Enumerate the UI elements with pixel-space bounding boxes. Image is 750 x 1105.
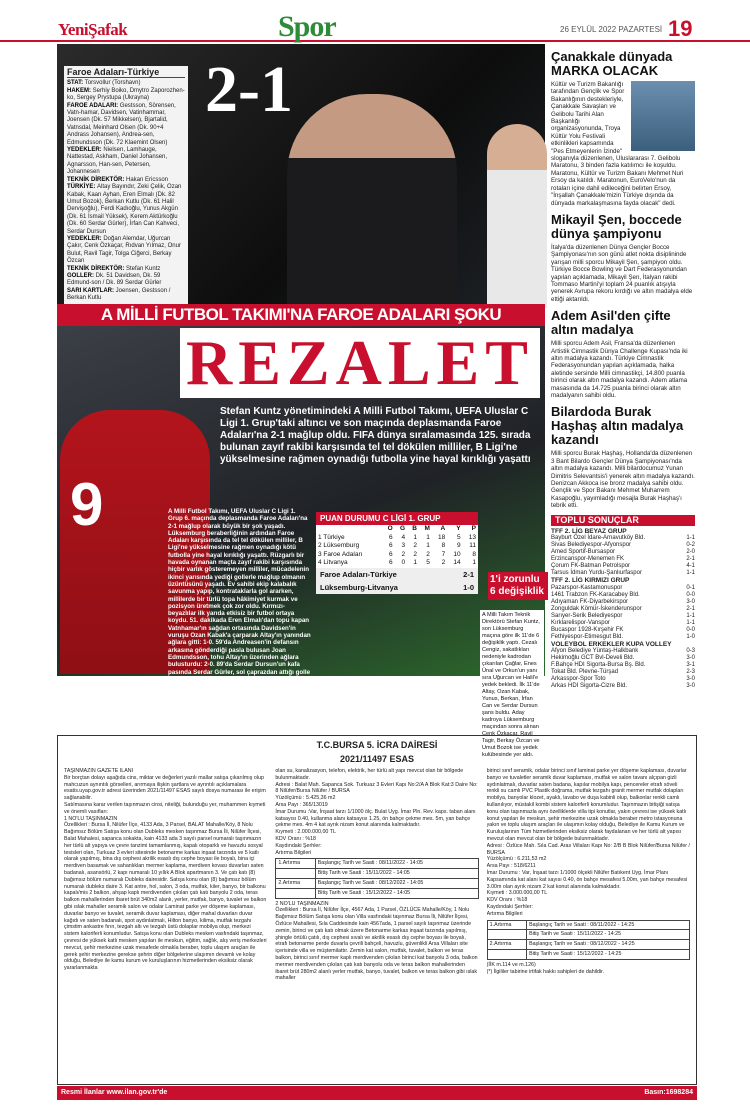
result-row — [551, 648, 695, 655]
results-group-name: TFF 2. LİG BEYAZ GRUP — [551, 528, 627, 536]
notice-col3-text: birinci sınıf seramik, odalar birinci sınıf laminat parke yer döşeme kaplaması, duvarlar banyo ve tuvaletler seramik duvar kaplaması, mutfak ve salon tavanı alçıpan gizli aydınlatmalı, duvarlar saten badana, kapılar mobilya kapı, pencereler etrafı söveli renkli su camlı PVC Plastik doğrama, mutfak tezgahı granit mermer mutfak dolapları mobilya, banyolar klozet, ayaklı, lavabo ve duşa kabinli olup, balkonlar renkli camlı kullanılıyor, müstakil kombi sistem kaloriferli konumludur. Taşınmazın bitişiği satışa konu olan taşınmazla aynı özelliklerde villa tipi konutlar, yakın çevresi ise yüksek katlı konut yapıları ile meskun, şehir merkezine uzak olmakla beraber metro istasyonuna yakın ve toplu ulaşım araçları ile ulaşımın kolay olduğu, Belediye ile Kamu Kurum ve Kuruluşlarının Tüm hizmetlerinden eksiksiz olarak faydalanan ve her türlü alt yapısı mevcut olan mevcut olan bir bölgede bulunmaktadır. Adresi : Özlüce Mah. Sıla Cad. Aras Villaları Kapı No: 2/B B Blok Nilüfer/Bursa Nilüfer / BURSA Yüzölçümü : 6.211,53 m2 Arsa Payı : 518/6211 İmar Durumu : Var, İnşaat tarzı 1/1000 ölçekli Nilüfer Batıkent Uyg. İmar Planı Kapsamında kat alanı kat sayısı 0.40, ön bahçe mesafesi 5.00m, yan bahçe mesafesi 3.00m olan ayrık nizam 2 kat konut alanında kalmaktadır. Kıymeti : 3.000.000,00 TL KDV Oranı : %18 Kaydındaki Şerhler: Artırma Bilgileri — [486, 768, 690, 917]
auction-row — [487, 940, 689, 950]
result-match: Amed Sportif-Bursaspor — [551, 549, 616, 556]
match-info-key: TEKNİK DİREKTÖR: — [67, 265, 126, 272]
match-result-score: 1-0 — [463, 582, 474, 592]
result-score: 0-3 — [686, 648, 695, 655]
standings-row — [316, 542, 478, 551]
notice-col-2 — [275, 768, 478, 1080]
standings-cell: 1 — [413, 559, 417, 566]
standings-title: PUAN DURUMU — [320, 514, 381, 523]
notice-file: 2021/11497 ESAS — [339, 754, 415, 764]
standings-cell: 4 Litvanya — [318, 559, 348, 566]
standings-cell: 1 Türkiye — [318, 533, 345, 541]
standings-cell: 10 — [453, 550, 461, 558]
result-match: Erzincanspor-Menemen FK — [551, 556, 625, 563]
match-info-lines — [67, 80, 185, 302]
standings-cell: 2 — [401, 550, 406, 558]
auction-row — [487, 949, 689, 959]
auction-cell: 1.Artırma — [487, 920, 526, 930]
match-info-line — [67, 184, 185, 236]
auction-cell: Bitiş Tarih ve Saati : 15/11/2022 - 14:05 — [315, 869, 478, 879]
coach-figure — [287, 94, 457, 308]
section-title: Spor — [278, 10, 336, 43]
notice-col-3 — [487, 768, 690, 1080]
result-row — [551, 683, 695, 690]
standings-cell: 1 — [472, 559, 476, 566]
story1-text: Kültür ve Turizm Bakanlığı tarafından Gençlik ve Spor Bakanlığının destekleriyle, Çanakkale Savaşları ve Gelibolu Tarihi Alan Başkanlığı organizasyonunda, Troya Kültür Yolu Festivali etkinlikleri kapsamında "Pes Etmeyenlerin İzinde" sloganıyla düzenlenen, Uluslararası 7. Gelibolu Maratonu, 3 binden fazla katılımcı ile koşuldu. Maratonu, Kültür ve Turizm Bakanı Mehmet Nuri Ersoy da katıldı. Maratonun, EuroVelo'nun da rotaları içine dahil edileceğini belirten Ersoy, "İnşallah Çanakkale'mizin Türkiye dışında da dünyada markalaşmasına fayda olacak" dedi. — [551, 81, 684, 207]
result-match: 1461 Trabzon FK-Karacabey Bld. — [551, 591, 640, 598]
headline-subtitle: Stefan Kuntz yönetimindeki A Milli Futbol Takımı, UEFA Uluslar C Ligi 1. Grup'taki altıncı ve son maçında deplasmanda Faroe Adaları'na 2-1 mağlup oldu. FIFA dünya sıralamasında 125. sırada bulunan zayıf rakibi karşısında tel tel dökülen milliler, B Ligi'ne yükselmesine rağmen oynadığı futbolla yine hayal kırıklığı yaşattı — [220, 406, 531, 465]
result-match: Bucaspor 1928-Kırşehir FK — [551, 626, 624, 633]
result-row — [551, 599, 695, 606]
standings-header — [316, 512, 478, 525]
match-info-key: SARI KARTLAR: — [67, 287, 116, 294]
standings-cell: 2 — [441, 559, 446, 566]
result-row — [551, 585, 695, 592]
auction-row — [276, 878, 478, 888]
result-score: 3-0 — [686, 655, 695, 662]
result-match: Kırklarelispor-Vanspor — [551, 619, 610, 626]
result-score: 0-0 — [686, 626, 695, 633]
auction-cell: Başlangıç Tarih ve Saati : 08/12/2022 - 14:25 — [527, 940, 690, 950]
standings-cell: 2 Lüksemburg — [318, 542, 360, 549]
marathon-photo — [631, 81, 695, 151]
match-result-teams: Lüksemburg-Litvanya — [320, 582, 398, 592]
result-match: Sivas Belediyespor-Afyonspor — [551, 542, 632, 549]
standings-cell: 1 — [426, 533, 430, 541]
result-row — [551, 620, 695, 627]
auction-cell: Bitiş Tarih ve Saati : 15/11/2022 - 14:25 — [527, 930, 690, 940]
result-row — [551, 542, 695, 549]
match-result-teams: Faroe Adaları-Türkiye — [320, 569, 397, 579]
result-score: 1-0 — [686, 633, 695, 640]
auction-cell: Başlangıç Tarih ve Saati : 08/12/2022 - 14:05 — [315, 878, 478, 888]
standings-cell: 11 — [469, 542, 476, 549]
auction-table-2 — [487, 920, 690, 960]
story-text: A Milli Futbol Takımı, UEFA Uluslar C Ligi 1. Grup 6. maçında deplasmanda Faroe Adaları'na 2-1 mağlup olarak büyük bir şok yaşadı. Lüksemburg beraberliğinin ardından Faroe Adaları karşısında da tel tel dökülen milliler, B Ligi'ne yükselmesine rağmen oynadığı kötü futbolla yine hayal kırıklığı yaşattı. Rüzgarlı bir havada oynanan maçta zayıf rakibi karşısında hiçbir varlık gösteremeyen milliler, mücadelenin ikinci yarısında yediği gollerle mağlup olmanın üzüntüsünü yaşadı. Ev sahibi ekip kalabalık savunma yapıp, kontrataklarla gol ararken, millilerde bir türlü topa hâkimiyet kurmak ve pozisyon üretmek çok zor oldu. Kırmızı-beyazlılar ilk yarıda etkisiz bir futbol ortaya koydu. 51. dakikada Eren Elmalı'dan topu kapan Vatnhamar'ın sağdan ortasında Davidsen'in vuruşu Ozan Kabak'a çarparak Altay'ın yanından ağlara gitti: 1-0. 59'da Andreasen'in defansın arkasına gönderdiği pasla bulusan Joan Edmundsson, tohu Altay'ın üzerinden ağlara bulusturdu: 2-0. 89'da Serdar Dursun'un kafa pasında Serdar Gürler, sol çaprazdan attığı golle skoru 2-1e getirdi. — [168, 508, 311, 683]
auction-row — [487, 920, 689, 930]
result-score: 1-1 — [686, 619, 695, 626]
standings-cell: 0 — [401, 559, 406, 566]
standings-table — [316, 512, 478, 594]
match-info-key: TÜRKİYE: — [67, 184, 97, 191]
standings-cell: 3 Faroe Adaları — [318, 550, 363, 558]
changes-title: 1'i zorunlu 6 değişiklik — [488, 572, 548, 600]
kicker-headline: A MİLLİ FUTBOL TAKIMI'NA FAROE ADALARI ŞOKU — [57, 304, 545, 326]
match-info-value: Gestsson, Sörensen, Vatn-hamar, Davidsen, Vatinhammar, Joensen (Dk. 57 Mikkelsen), Bjartalid, Vatnsdal, Meinhard Olsen (Dk. 90+4 Andrass Johansen), Andrea-sen, Edmundsson (Dk. 72 Klaemint Olsen) — [67, 102, 176, 146]
match-info-line — [67, 273, 185, 288]
auction-cell — [487, 949, 526, 959]
results-header: TOPLU SONUÇLAR — [551, 515, 695, 526]
result-row — [551, 634, 695, 641]
standings-row — [316, 559, 478, 568]
player-figure — [487, 124, 547, 308]
result-score: 0-1 — [686, 584, 695, 591]
notice-col-1 — [64, 768, 267, 1080]
result-score: 3-0 — [686, 683, 695, 690]
results-groups — [551, 528, 695, 690]
big-headline: REZALET — [180, 328, 540, 398]
match-info-key: GOLLER: — [67, 272, 96, 279]
match-info-line — [67, 266, 185, 273]
auction-cell: Başlangıç Tarih ve Saati : 08/11/2022 - 14:05 — [315, 859, 478, 869]
story3-text: Milli sporcu Adem Asil, Fransa'da düzenlenen Artistik Cimnastik Dünya Challenge Kupası'nda iki altın madalya kazandı. Türkiye Cimnastik Federasyonundan yapılan açıklamada, halka aletinde sersinde Milli cimnastikçi, 14.800 puanla birinci olarak altın madalya kazandı. Adem atlama masasında da 14.725 puanla birinci olarak altın madalyanın sahibi oldu. — [551, 340, 688, 399]
result-row — [551, 535, 695, 542]
standings-col-header: P — [471, 525, 476, 532]
standings-cell: 2 — [426, 550, 430, 558]
auction-cell: Başlangıç Tarih ve Saati : 08/11/2022 - 14:25 — [527, 920, 690, 930]
standings-col-header: M — [424, 525, 430, 532]
date-line: 26 EYLÜL 2022 PAZARTESİ — [560, 25, 663, 34]
result-row — [551, 592, 695, 599]
result-score: 3-0 — [686, 676, 695, 683]
standings-row — [316, 534, 478, 543]
result-row — [551, 662, 695, 669]
standings-cell: 1 — [426, 542, 430, 549]
match-result — [316, 581, 478, 594]
standings-col-header: A — [440, 525, 446, 532]
result-match: Fethiyespor-Etimesgut Bld. — [551, 633, 624, 640]
match-info-value: Nielsen, Lamhauge, Nattestad, Askham, Daniel Johansen, Agnarsson, Han-sen, Petersen, Johannesen — [67, 147, 168, 176]
results-group-name: TFF 2. LİG KIRMIZI GRUP — [551, 577, 630, 585]
auction-cell: Bitiş Tarih ve Saati : 15/12/2022 - 14:05 — [315, 888, 478, 898]
match-info-line — [67, 236, 185, 266]
auction-cell — [276, 888, 315, 898]
match-info-title: Faroe Adaları-Türkiye — [67, 69, 185, 78]
result-score: 1-1 — [686, 612, 695, 619]
standings-col-header: G — [400, 525, 406, 532]
standings-cell: 6 — [389, 533, 393, 541]
match-info-key: FAROE ADALARI: — [67, 102, 120, 109]
jersey-number: 9 — [70, 471, 104, 538]
auction-row — [276, 888, 478, 898]
footer-right: Basın:1698284 — [644, 1089, 693, 1096]
story4-text: Milli sporcu Burak Haşhaş, Hollanda'da düzenlenen 3 Bant Bilardo Gençler Dünya Şampiyonası'nda altın madalya kazandı. Milli bilardocumuz Yunan Dimitris Selevantsis'i yenerek altın madalya kazandı. Denizcan Akkoca ise bronz madalya sahibi oldu. Gençlik ve Spor Bakanı Mehmet Muharrem Kasapoğlu, yayımladığı mesajla Burak Haşhaş'ı tebrik etti. — [551, 450, 695, 510]
standings-cell: 3 — [401, 542, 406, 549]
auction-table-1 — [275, 858, 478, 898]
match-info-line — [67, 177, 185, 184]
result-match: Arkas HDI Sigorta-Cizre Bld. — [551, 683, 628, 690]
story1-title: Çanakkale dünyada MARKA OLACAK — [551, 49, 673, 78]
standings-col-header: B — [412, 525, 417, 532]
match-info-value: Stefan Kuntz — [126, 265, 161, 272]
result-match: Arkasspor-Spor Toto — [551, 676, 606, 683]
auction-cell: Bitiş Tarih ve Saati : 15/12/2022 - 14:25 — [527, 949, 690, 959]
standings-cell: 4 — [401, 533, 406, 541]
notice-col3b-text: (İİK m.114 ve m.126) (*) İlgililer tabirine irtifak hakkı sahipleri de dahildir. — [486, 961, 605, 975]
result-row — [551, 655, 695, 662]
result-row — [551, 556, 695, 563]
story3-title: Adem Asil'den çifte altın madalya — [551, 308, 671, 338]
standings-row — [316, 551, 478, 560]
result-score: 1-1 — [686, 535, 695, 542]
result-score: 2-0 — [686, 549, 695, 556]
score-overlay: 2-1 — [205, 53, 293, 126]
standings-cell: 9 — [456, 542, 461, 549]
standings-cell: 5 — [456, 533, 461, 541]
result-match: Tokat Bld. Plevne-Türşad — [551, 669, 619, 676]
match-info-key: STAT: — [67, 80, 85, 87]
changes-text: A Milli Takım Teknik Direktörü Stefan Kuntz, son Lüksemburg maçına göre ilk 11'de 6 değişiklik yaptı. Cezalı Cengiz, sakatlıkları nedeniyle kadrodan çıkarılan Çağlar, Enes Ünal ve Orkun'un yanı sıra Uğurcan ve Halil'e yedek bekledi. İlk 11'de Altay, Ozan Kabak, Yunus, Berkan, İrfan Can ve Serdar Dursun şans buldu. Aday kadroya Lüksemburg maçından sonra alınan Cenk Özkaçar, Ravil Tagir, Berkay Özcan ve Umut Bozok ise yedek kulübesinde yer aldı. — [480, 610, 544, 761]
auction-row — [276, 869, 478, 879]
result-match: Çorum FK-Batman Petrolspor — [551, 563, 631, 570]
auction-cell — [487, 930, 526, 940]
match-info-value: Dk. 51 Davidsen, Dk. 59 Edmund-son / Dk. 89 Serdar Gürler — [67, 272, 162, 287]
result-match: Hekimoğlu GCT Bvl-Develi Bld. — [551, 655, 635, 662]
standings-cell: 7 — [441, 550, 446, 558]
standings-cell: 1 — [413, 533, 417, 541]
match-info-value: Torsvollur (Torshavn) — [84, 80, 141, 87]
result-match: Pazarspor-Kastamonuspor — [551, 584, 623, 591]
result-row — [551, 669, 695, 676]
standings-cell: 2 — [413, 550, 417, 558]
match-info-box — [64, 66, 188, 304]
result-row — [551, 549, 695, 556]
result-score: 0-0 — [686, 591, 695, 598]
match-info-line — [67, 80, 185, 87]
result-score: 0-2 — [686, 542, 695, 549]
result-match: F.Bahçe HDI Sigorta-Bursa Bş. Bld. — [551, 662, 646, 669]
standings-cell: 6 — [389, 542, 393, 549]
standings-cell: 13 — [468, 533, 476, 541]
auction-cell: 2.Artırma — [276, 878, 315, 888]
result-score: 4-1 — [686, 563, 695, 570]
standings-col-header — [316, 525, 382, 534]
result-score: 2-1 — [686, 556, 695, 563]
result-score: 2-3 — [686, 669, 695, 676]
brand-logo: YeniŞafak — [58, 20, 128, 39]
match-info-key: TEKNİK DİREKTÖR: — [67, 176, 126, 183]
standings-cell: 6 — [389, 559, 393, 566]
result-score: 3-0 — [686, 598, 695, 605]
standings-cell: 6 — [389, 550, 393, 558]
story2-text: İtalya'da düzenlenen Dünya Gençler Bocce Şampiyonası'nın son günü atlet nokta disiplininde yarışan milli sporcu Mikayil Şen, şampiyon oldu. Türkiye Bocce Bowling ve Dart Federasyonundan yapılan açıklamada, Mikayil Şen, İtalyan rakibi Tommaso Martini'yi toplam 24 puanlık atışıyla yenerek Avrupa rekoru kırdığı ve altın madalya elde ettiği aktarıldı. — [551, 243, 693, 303]
match-info-key: HAKEM: — [67, 87, 93, 94]
standings-col-header: Y — [456, 525, 461, 532]
match-info-line — [67, 288, 185, 303]
result-row — [551, 676, 695, 683]
result-row — [551, 627, 695, 634]
story4-title: Bilardoda Burak Haşhaş altın madalya kazandı — [551, 404, 684, 448]
match-info-value: Doğan Alemdar, Uğurcan Çakır, Cenk Özkaçar, Rıdvan Yılmaz, Onur Bulut, Ravil Tagir, Tolga Ciğerci, Berkay Özcan — [67, 235, 181, 265]
standings-cell: 5 — [426, 559, 430, 566]
notice-col1-text: TAŞINMAZIN GAZETE İLANI Bir borçtan dolayı aşağıda cins, miktar ve değerleri yazılı mallar satışa çıkarılmış olup mahcuzun aynıntılı görselleri, arırmaya ilişkin şartlara ve ayrıntılı açıklamalara esatis.uyap.gov.tr adresi üzerinden 2021/11497 ESAS sayılı dosya numarası ile erişim sağlanabilir. Satılmasına karar verilen taşınmazın cinsi, niteliği, bulunduğu yer, muhammen kıymeti ve önemli vasıfları: 1 NO'LU TAŞINMAZIN Özellikleri : Bursa İl, Nilüfer İlçe, 4133 Ada, 3 Parsel, BALAT Mahalle/Köy, 8 Nolu Bağımsız Bölüm Satışa konu olan Dubleks mesken taşınmaz Bursa İli, Nilüfer İlçesi, Balat Mahalesi, sapanca sokakta, kain 4133 ada 3 sayılı parsel numaralı taşınmazın her türlü alt yapıya ve çevre tanzimi tamamlanmış, kapalı otoparklı ve havuzlu sosyal tesisleri olan, Turkuaz 3 evleri sitesinde betonarme karkas inşaat tarzında ve 5 katlı olarak yapılmış, bina dış cephesi akrilik esaslı dış cephe boyası ile boyalı, bina içi merdiven basamak ve sahanlıkları mermer kaplama, merdiven kovası duvarları saten badanalı, asansörlü, 2 kapı numaralı 10 yıllık A Blok apartmanın 3. Ve çatı katı (8) bağımsız bölüm numaralı Dubleks dairesidir. Satışa konu olan (8) bağımsız bölüm numaralı dubleks daire 3. Kat antre, hol, salon, 3 oda, mutfak, kiler, banyo, bir balkonu kapalı/mis 2 balkon, ahşap kaplı merdivenden çıkılan çatı katı banyolu 2 oda, teras balkon mahallerinden ibaret brüt 340m2 alanlı, yerler, mutfak, banyo, tuvalet ve balkon gibi ıslak mahaller seramik salon ve odalar Laminat parke yer döşeme kaplaması, duvarlar banyo ve tuvalet, seramik duvar kaplaması, diğer mahal duvarları duvar kağıdı ve saten badanalı, spot aydınlatmalı, Hilton banyo, kilima, mutfak tezgahı çimstim ankastre fırın, tezgah altı ve tezgah üstü dolaplar mobilya olup, merkezi sistem kaloriferli konumludur. Satışa konu olan Dubleks mesken vasfındaki taşınmaz, çevresi de yüksek katlı mesken yapıları ile meskun, eğitim, sağlık, alış veriş merkezleri mevcut, şehir merkezine uzak mesafede olmakla beraber, toplu ulaşım araçları ile gerek şehir merkezine gerekse şehrin diğer bölgelerine ulaşımın devamlı ve kolay olduğu, Belediye ile kamu kurum ve kuruluşlarının hizmetlerinden eksiksiz olarak yararlanmakta — [64, 768, 267, 972]
standings-cell: 14 — [453, 559, 461, 566]
results-group-name: VOLEYBOL ERKEKLER KUPA VOLLEY — [551, 640, 672, 648]
result-score: 1-1 — [686, 570, 695, 577]
result-match: Tarsus İdman Yurdu-Şanlıurfaspor — [551, 570, 642, 577]
auction-row — [487, 930, 689, 940]
match-info-line — [67, 103, 185, 147]
masthead — [0, 0, 750, 42]
standings-group: C LİGİ 1. GRUP — [382, 514, 441, 523]
match-info-value: Serhiy Boiko, Dmytro Zaporozhen-ko, Sergey Prystupa (Ukrayna) — [67, 87, 185, 102]
page-number: 19 — [668, 16, 693, 41]
standings-cell: 2 — [413, 542, 417, 549]
result-match: Afyon Belediye Yüntaş-Halkbank — [551, 648, 639, 655]
match-info-line — [67, 88, 185, 103]
standings-cell: 8 — [472, 550, 476, 558]
notice-court: T.C.BURSA 5. İCRA DAİRESİ — [316, 740, 438, 750]
standings-col-header: O — [387, 525, 393, 532]
footer-left: Resmi İlanlar www.ilan.gov.tr'de — [61, 1089, 168, 1096]
right-column — [551, 44, 695, 690]
auction-cell: 2.Artırma — [487, 940, 526, 950]
match-result — [316, 568, 478, 581]
auction-row — [276, 859, 478, 869]
result-match: Bayburt Özel İdare-Arnavutköy Bld. — [551, 535, 646, 542]
notice-col2-text: olan su, kanalizasyon, telefon, elektrik, her türlü alt yapı mevcut olan bir bölgede bulunmaktadır. Adresi : Balat Mah. Sapanca Sok. Turkuaz 3 Evleri Kapı No:2/A A Blok Kat:3 Daire No: 8 Nilüfer/Bursa Nilüfer / BURSA Yüzölçümü : 5.425,36 m2 Arsa Payı : 365/13019 İmar Durumu :Var, İnşaat tarzı 1/1000 ölç. Bulat Uyg. İmar Pln. Rev. kaps. taban alanı katsayısı 0.40, kullanma alanı katsayısı 1.25, ön bahçe çekme mes. 5m, yan bahçe çekme mes. 4m 4 kat ayrık nizam konut alanında kalmaktadır. Kıymeti : 2.000.000,00 TL KDV Oranı : %18 Kaydındaki Şerhler: Artırma Bilgileri — [275, 768, 478, 856]
story2-title: Mikayil Şen, boccede dünya şampiyonu — [551, 211, 682, 241]
result-row — [551, 606, 695, 613]
match-info-key: YEDEKLER: — [67, 235, 104, 242]
notice-col2b-text: 2 NO'LU TAŞINMAZIN Özellikleri : Bursa İl, Nilüfer İlçe, 4567 Ada, 1 Parsel, ÖZLÜCE Mahalle/Köy, 1 Nolu Bağımsız Bölüm Satışa konu olan Villa vasfındaki taşınmaz Bursa İli, Nilüfer İlçesi, Özlüce Mahallesi, Sıla Caddesinde kain 4567ada, 1 parsel sayılı taşınmaz üzerinde zemin, birinci ve çatı katı olmak üzere Betonarme karkas inşaat tarzında yapılmış, şhingle örtülü çatılı, dış cephesi sıvalı ve akrilik esaslı dış cephe boyası ile boyalı, etrafı betonarme perde duvarla çevrili bahçeli, havuzlu, güvenlikli Arsa Villaları site içerisinde villa ve müştemilattır. Zemin kat salon, mutfak, tuvalet, balkon ve teras balkon, birinci sınıf mermer kaplı merdivenden çıkılan birinci kat banyolu 3 oda, balkon mermer merdivenden çıkılan çatı katı banyolu oda ve teras balkon mahallerinden ibaret brüt 280m2 alanlı yerler mutfak, banyo, tuvalet, balkon ve teras balkon gibi ıslak mahaller — [275, 900, 478, 982]
notice-footer — [57, 1086, 697, 1100]
result-match: Adıyaman FK-Diyarbekirspor — [551, 598, 629, 605]
match-result-score: 2-1 — [463, 569, 474, 579]
result-score: 2-1 — [686, 605, 695, 612]
match-info-value: Joensen, Gestsson / Berkan Kutlu — [67, 287, 171, 302]
result-match: Zonguldak Kömür-İskenderunspor — [551, 605, 642, 612]
legal-notice — [57, 735, 697, 1085]
standings-cell: 8 — [441, 542, 446, 549]
match-info-value: Altay Bayındır, Zeki Çelik, Ozan Kabak, Kaan Ayhan, Eren Elmalı (Dk. 82 Umut Bozok), Berkan Kutlu (Dk. 61 Halil Dervişoğlu), Ferdi Kadıoğlu, Yunus Akgün (Dk. 61 İsmail Yüksek), Kerem Aktürkoğlu (Dk. 60 Serdar Gürler), İrfan Can Kahveci, Serdar Dursun — [67, 184, 182, 235]
result-row — [551, 613, 695, 620]
match-info-line — [67, 147, 185, 177]
auction-cell: 1.Artırma — [276, 859, 315, 869]
standings-cell: 18 — [437, 533, 446, 541]
match-info-value: Hakan Ericsson — [126, 176, 169, 183]
auction-cell — [276, 869, 315, 879]
match-info-key: YEDEKLER: — [67, 147, 104, 154]
result-score: 3-1 — [686, 662, 695, 669]
result-match: Sarıyer-Serik Belediyespor — [551, 612, 623, 619]
